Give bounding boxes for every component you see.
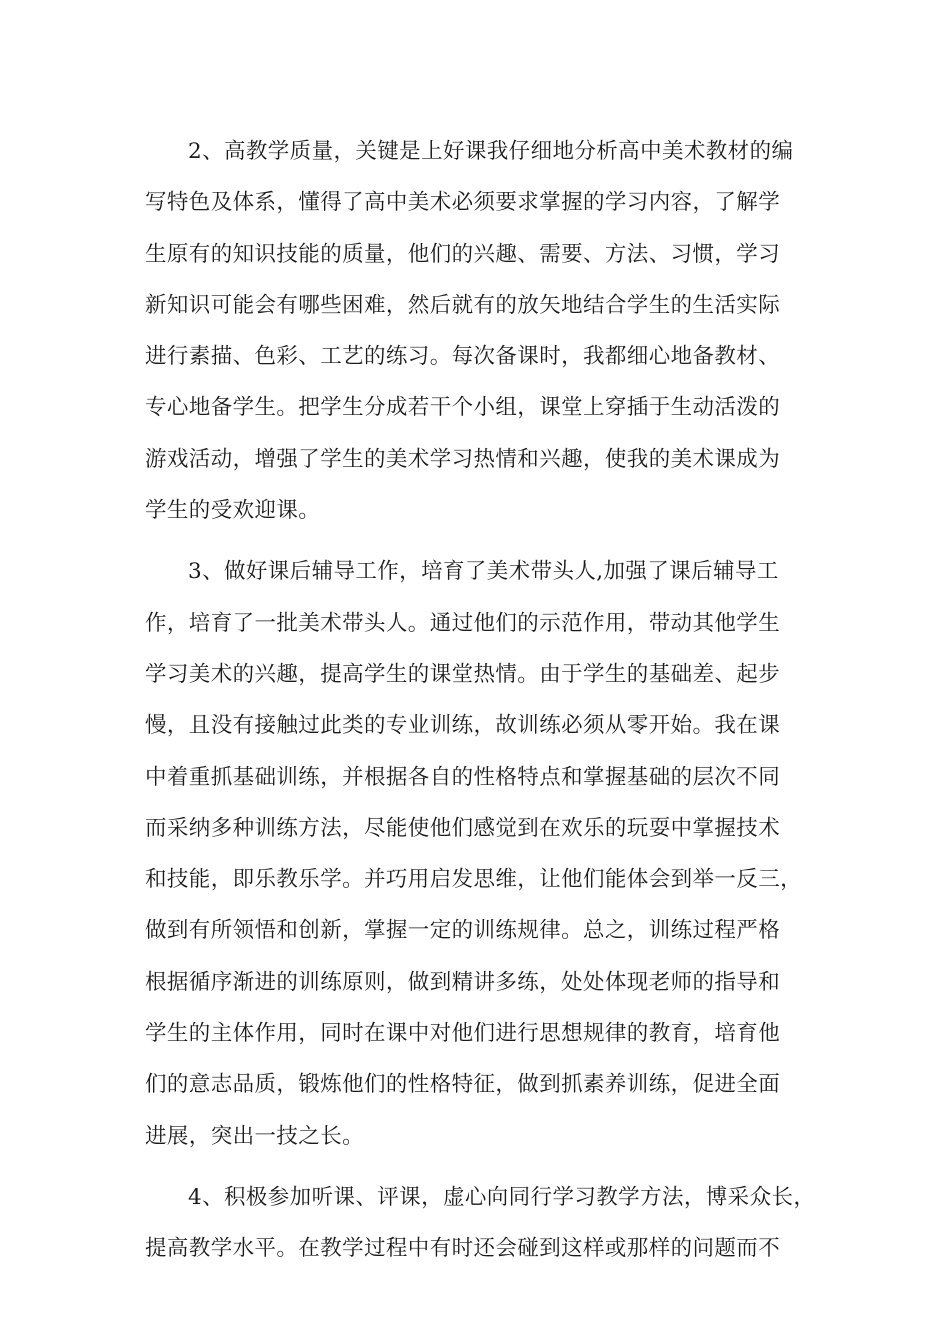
text-line: 进行素描、色彩、工艺的练习。每次备课时，我都细心地备教材、 xyxy=(145,344,781,370)
text-line: 学生的受欢迎课。 xyxy=(145,498,321,524)
text-line: 4、积极参加听课、评课，虚心向同行学习教学方法，博采众长， xyxy=(188,1184,816,1210)
text-line: 提高教学水平。在教学过程中有时还会碰到这样或那样的问题而不 xyxy=(145,1236,781,1262)
paragraph-spacer xyxy=(145,536,815,546)
text-line: 做到有所领悟和创新，掌握一定的训练规律。总之，训练过程严格 xyxy=(145,918,781,944)
text-line: 2、高教学质量，关键是上好课我仔细地分析高中美术教材的编 xyxy=(188,139,794,164)
text-line: 作，培育了一批美术带头人。通过他们的示范作用，带动其他学生 xyxy=(145,610,781,636)
text-line: 学生的主体作用，同时在课中对他们进行思想规律的教育，培育他 xyxy=(145,1021,781,1047)
text-line: 慢，且没有接触过此类的专业训练，故训练必须从零开始。我在课 xyxy=(145,713,781,739)
text-line: 生原有的知识技能的质量，他们的兴趣、需要、方法、习惯，学习 xyxy=(145,241,781,267)
paragraph-4 xyxy=(145,1172,815,1275)
text-line: 而采纳多种训练方法，尽能使他们感觉到在欢乐的玩耍中掌握技术 xyxy=(145,815,781,841)
paragraph-spacer xyxy=(145,1162,815,1172)
text-line: 进展，突出一技之长。 xyxy=(145,1123,365,1149)
text-line: 根据循序渐进的训练原则，做到精讲多练，处处体现老师的指导和 xyxy=(145,969,781,995)
paragraph-3 xyxy=(145,546,815,1162)
text-line: 3、做好课后辅导工作，培育了美术带头人,加强了课后辅导工 xyxy=(188,559,779,585)
document-body xyxy=(145,126,815,1275)
text-line: 和技能，即乐教乐学。并巧用启发思维，让他们能体会到举一反三， xyxy=(145,867,803,893)
text-line: 新知识可能会有哪些困难，然后就有的放矢地结合学生的生活实际 xyxy=(145,292,781,318)
text-line: 专心地备学生。把学生分成若干个小组，课堂上穿插于生动活泼的 xyxy=(145,395,781,421)
paragraph-2 xyxy=(145,126,815,536)
text-line: 写特色及体系，懂得了高中美术必须要求掌握的学习内容，了解学 xyxy=(145,190,781,216)
text-line: 学习美术的兴趣，提高学生的课堂热情。由于学生的基础差、起步 xyxy=(145,661,781,687)
text-line: 游戏活动，增强了学生的美术学习热情和兴趣，使我的美术课成为 xyxy=(145,446,781,472)
text-line: 中着重抓基础训练，并根据各自的性格特点和掌握基础的层次不同 xyxy=(145,764,781,790)
text-line: 们的意志品质，锻炼他们的性格特征，做到抓素养训练，促进全面 xyxy=(145,1072,781,1098)
